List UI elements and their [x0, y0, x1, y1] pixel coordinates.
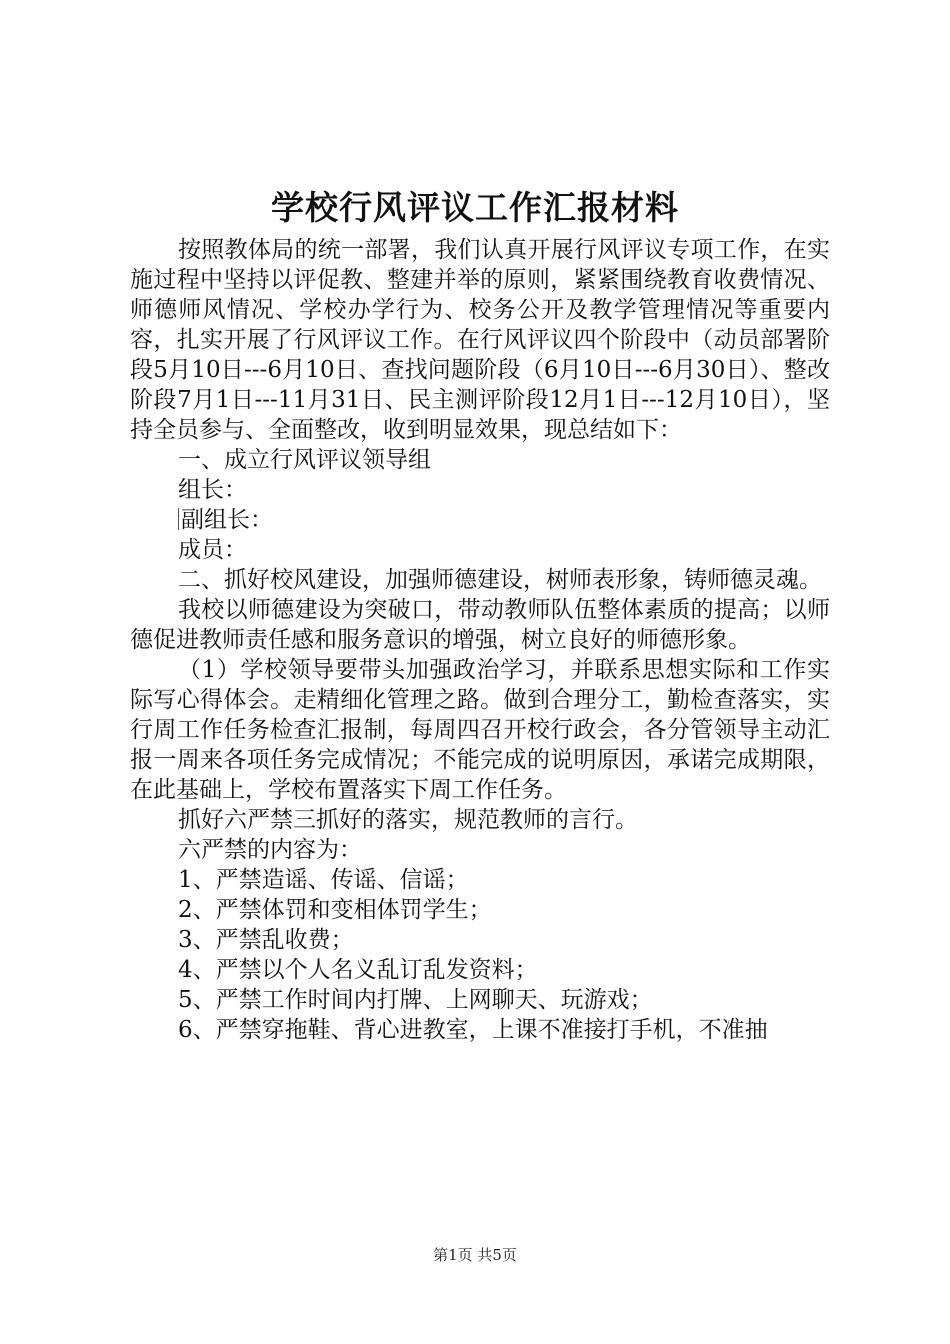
prohibition-item-1: 1、严禁造谣、传谣、信谣； — [178, 867, 469, 893]
prohibition-item-6: 6、严禁穿拖鞋、背心进教室，上课不准接打手机，不准抽 — [178, 1017, 768, 1043]
section-heading-2: 二、抓好校风建设，加强师德建设，树师表形象，铸师德灵魂。 — [178, 567, 822, 593]
ethics-paragraph: 我校以师德建设为突破口，带动教师队伍整体素质的提高；以师德促进教师责任感和服务意识的增强，树立良好的师德形象。 — [130, 597, 830, 653]
prohibition-item-5: 5、严禁工作时间内打牌、上网聊天、玩游戏； — [178, 987, 653, 1013]
page-footer: 第1页 共5页 — [433, 1246, 517, 1264]
document-title: 学校行风评议工作汇报材料 — [271, 188, 679, 227]
members-line: 成员： — [178, 537, 247, 563]
document-body — [130, 235, 830, 1045]
six-prohibitions-heading: 六严禁的内容为： — [178, 837, 362, 863]
prohibition-item-4: 4、严禁以个人名义乱订乱发资料； — [178, 957, 538, 983]
section-heading-1: 一、成立行风评议领导组 — [178, 447, 431, 473]
six-prohibitions-intro: 抓好六严禁三抓好的落实，规范教师的言行。 — [178, 807, 638, 833]
prohibition-item-2: 2、严禁体罚和变相体罚学生； — [178, 897, 492, 923]
vice-leader-line — [130, 505, 830, 535]
leadership-paragraph: （1）学校领导要带头加强政治学习，并联系思想实际和工作实际写心得体会。走精细化管理之路。做到合理分工，勤检查落实，实行周工作任务检查汇报制，每周四召开校行政会，各分管领导主动汇报一周来各项任务完成情况；不能完成的说明原因，承诺完成期限，在此基础上，学校布置落实下周工作任务。 — [130, 657, 830, 803]
prohibition-item-3: 3、严禁乱收费； — [178, 927, 354, 953]
text-cursor — [178, 508, 179, 530]
intro-paragraph: 按照教体局的统一部署，我们认真开展行风评议专项工作，在实施过程中坚持以评促教、整建并举的原则，紧紧围绕教育收费情况、师德师风情况、学校办学行为、校务公开及教学管理情况等重要内容，扎实开展了行风评议工作。在行风评议四个阶段中（动员部署阶段5月10日---6月10日、查找问题阶段（6月10日---6月30日）、整改阶段7月1日---11月31日、民主测评阶段12月1日---12月10日），坚持全员参与、全面整改，收到明显效果，现总结如下： — [130, 237, 830, 443]
leader-line: 组长： — [178, 477, 247, 503]
vice-leader-label: 副组长： — [181, 507, 273, 533]
